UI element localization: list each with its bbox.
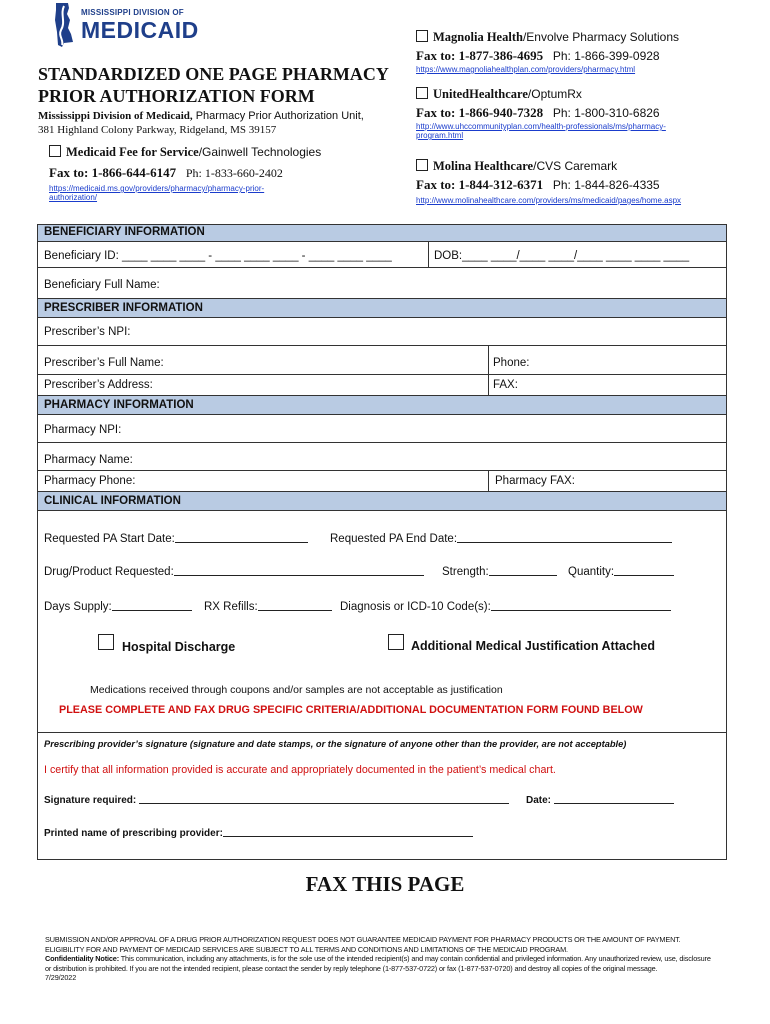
checkbox-icon[interactable] <box>416 87 428 99</box>
dob-field[interactable]: DOB:____ ____/____ ____/____ ____ ____ ____ <box>434 250 690 262</box>
refills-label: RX Refills: <box>204 601 258 613</box>
signature-row <box>44 792 509 806</box>
prescriber-name-field[interactable]: Prescriber’s Full Name: <box>44 357 164 369</box>
logo-line2: MEDICAID <box>81 17 199 43</box>
prescriber-name-row <box>38 346 726 375</box>
column-divider <box>488 375 489 395</box>
plan-united <box>416 87 666 140</box>
form-title <box>38 63 389 107</box>
pharmacy-npi-row <box>38 415 726 443</box>
plan-ffs <box>49 145 321 202</box>
quantity-input[interactable] <box>614 564 674 576</box>
pa-start-label: Requested PA Start Date: <box>44 533 175 545</box>
plan-magnolia <box>416 30 679 74</box>
pa-end-row <box>330 531 672 545</box>
printed-name-label: Printed name of prescribing provider: <box>44 828 223 839</box>
days-supply-input[interactable] <box>112 599 192 611</box>
title-line2: PRIOR AUTHORIZATION FORM <box>38 86 315 106</box>
pharmacy-fax-field[interactable]: Pharmacy FAX: <box>495 475 575 487</box>
plan-ffs-phone: Ph: 1-833-660-2402 <box>185 166 283 180</box>
diagnosis-row <box>340 599 671 613</box>
beneficiary-id-row <box>38 242 726 268</box>
date-row <box>526 792 674 806</box>
pa-form-table <box>37 224 727 860</box>
strength-input[interactable] <box>489 564 557 576</box>
prescriber-header: PRESCRIBER INFORMATION <box>38 299 726 318</box>
clinical-section <box>38 511 726 733</box>
pharmacy-npi-field[interactable]: Pharmacy NPI: <box>44 424 122 436</box>
checkbox-icon[interactable] <box>49 145 61 157</box>
plan-magnolia-fax: Fax to: 1-877-386-4695 <box>416 48 544 63</box>
plan-united-vendor: /OptumRx <box>527 87 582 101</box>
plan-ffs-name: Medicaid Fee for Service <box>66 145 199 159</box>
quantity-row <box>568 564 674 578</box>
column-divider <box>428 242 429 267</box>
plan-ffs-url-2[interactable]: authorization/ <box>49 193 98 202</box>
certify-statement: I certify that all information provided is accurate and appropriately documented in the patient’s medical chart. <box>44 764 556 776</box>
plan-united-url-2[interactable]: program.html <box>416 131 464 140</box>
refills-row <box>204 599 332 613</box>
confidentiality-label: Confidentiality Notice: <box>45 954 119 964</box>
pharmacy-name-row <box>38 443 726 471</box>
signature-instructions: Prescribing provider’s signature (signature and date stamps, or the signature of anyone other than the provider, are not acceptable) <box>44 739 627 749</box>
days-supply-row <box>44 599 192 613</box>
plan-united-name: UnitedHealthcare <box>433 87 528 101</box>
pharmacy-name-field[interactable]: Pharmacy Name: <box>44 454 133 466</box>
agency-address <box>38 109 364 137</box>
disclaimer <box>45 935 715 983</box>
plan-molina <box>416 159 681 205</box>
prescriber-address-field[interactable]: Prescriber’s Address: <box>44 379 153 391</box>
plan-magnolia-name: Magnolia Health <box>433 30 523 44</box>
pa-start-input[interactable] <box>175 531 308 543</box>
drug-input[interactable] <box>174 564 424 576</box>
pa-end-label: Requested PA End Date: <box>330 533 458 545</box>
prescriber-address-row <box>38 375 726 396</box>
prescriber-npi-field[interactable]: Prescriber’s NPI: <box>44 326 131 338</box>
medicaid-logo <box>52 2 202 50</box>
revision-date: 7/29/2022 <box>45 973 77 983</box>
plan-ffs-url-1[interactable]: https://medicaid.ms.gov/providers/pharmacy/pharmacy-prior- <box>49 184 265 193</box>
printed-name-input[interactable] <box>223 825 473 837</box>
pharmacy-phone-row <box>38 471 726 492</box>
beneficiary-id-field[interactable]: Beneficiary ID: ____ ____ ____ - ____ ____ ____ - ____ ____ ____ <box>44 250 392 262</box>
plan-united-fax: Fax to: 1-866-940-7328 <box>416 105 544 120</box>
complete-notice: PLEASE COMPLETE AND FAX DRUG SPECIFIC CRITERIA/ADDITIONAL DOCUMENTATION FORM FOUND BELOW <box>59 704 643 716</box>
signature-input[interactable] <box>139 792 509 804</box>
hospital-discharge-label: Hospital Discharge <box>122 640 236 654</box>
beneficiary-name-field[interactable]: Beneficiary Full Name: <box>44 279 160 291</box>
plan-magnolia-url[interactable]: https://www.magnoliahealthplan.com/providers/pharmacy.html <box>416 65 636 74</box>
disclaimer-line2: ELIGIBILITY FOR AND PAYMENT OF MEDICAID SERVICES ARE SUBJECT TO ALL TERMS AND CONDITIONS AND LIMITATIONS OF THE MEDICAID PROGRAM. <box>45 944 568 954</box>
plan-molina-fax: Fax to: 1-844-312-6371 <box>416 177 544 192</box>
days-supply-label: Days Supply: <box>44 601 112 613</box>
date-input[interactable] <box>554 792 674 804</box>
quantity-label: Quantity: <box>568 566 615 578</box>
plan-molina-name: Molina Healthcare <box>433 159 534 173</box>
plan-magnolia-vendor: /Envolve Pharmacy Solutions <box>522 30 680 44</box>
plan-united-url-1[interactable]: http://www.uhccommunityplan.com/health-professionals/ms/pharmacy- <box>416 122 666 131</box>
additional-justification-checkbox[interactable] <box>388 634 404 650</box>
column-divider <box>488 346 489 374</box>
address-org: Mississippi Division of Medicaid, <box>38 110 193 122</box>
prescriber-fax-field[interactable]: FAX: <box>493 379 518 391</box>
drug-row <box>44 564 424 578</box>
additional-justification-label: Additional Medical Justification Attached <box>411 639 656 653</box>
diagnosis-input[interactable] <box>491 599 671 611</box>
disclaimer-line1: SUBMISSION AND/OR APPROVAL OF A DRUG PRIOR AUTHORIZATION REQUEST DOES NOT GUARANTEE MEDICAID PAYMENT FOR PHARMACY PRODUCTS OR THE AMOUNT OF PAYMENT. <box>45 935 681 944</box>
strength-label: Strength: <box>442 566 489 578</box>
checkbox-icon[interactable] <box>416 159 428 171</box>
column-divider <box>488 471 489 491</box>
plan-ffs-fax: Fax to: 1-866-644-6147 <box>49 165 177 180</box>
confidentiality-notice <box>45 954 715 973</box>
refills-input[interactable] <box>258 599 332 611</box>
clinical-header: CLINICAL INFORMATION <box>38 492 726 511</box>
pa-end-input[interactable] <box>457 531 672 543</box>
printed-name-row <box>44 825 473 839</box>
address-line2: 381 Highland Colony Parkway, Ridgeland, MS 39157 <box>38 124 277 136</box>
title-line1: STANDARDIZED ONE PAGE PHARMACY <box>38 64 389 84</box>
checkbox-icon[interactable] <box>416 30 428 42</box>
signature-label: Signature required: <box>44 795 137 806</box>
address-unit: Pharmacy Prior Authorization Unit, <box>195 110 364 122</box>
strength-row <box>442 564 557 578</box>
plan-molina-vendor: /CVS Caremark <box>533 159 618 173</box>
hospital-discharge-checkbox[interactable] <box>98 634 114 650</box>
pharmacy-header: PHARMACY INFORMATION <box>38 396 726 415</box>
plan-molina-phone: Ph: 1-844-826-4335 <box>552 178 660 192</box>
logo-line1: MISSISSIPPI DIVISION OF <box>81 8 184 17</box>
plan-ffs-vendor: /Gainwell Technologies <box>198 145 322 159</box>
diagnosis-label: Diagnosis or ICD-10 Code(s): <box>340 601 491 613</box>
coupons-note: Medications received through coupons and/or samples are not acceptable as justification <box>90 684 503 696</box>
plan-molina-url[interactable]: http://www.molinahealthcare.com/providers/ms/medicaid/pages/home.aspx <box>416 196 682 205</box>
beneficiary-name-row <box>38 268 726 299</box>
pa-start-row <box>44 531 308 545</box>
date-label: Date: <box>526 795 552 806</box>
plan-united-phone: Ph: 1-800-310-6826 <box>552 106 660 120</box>
confidentiality-text: This communication, including any attachments, is for the sole use of the intended recipient(s) and may contain confidential and privileged information. Any unauthorized review, use, disclosure or distribution is prohibited. If you are not the intended recipient, please contact the sender by reply telephone (1-877-537-0722) or fax (1-877-537-0720) and destroy all copies of the original message. <box>45 954 711 973</box>
mississippi-state-logo-icon <box>52 2 78 48</box>
fax-this-page: FAX THIS PAGE <box>305 872 465 896</box>
drug-label: Drug/Product Requested: <box>44 566 174 578</box>
pharmacy-phone-field[interactable]: Pharmacy Phone: <box>44 475 136 487</box>
plan-magnolia-phone: Ph: 1-866-399-0928 <box>552 49 660 63</box>
prescriber-phone-field[interactable]: Phone: <box>493 357 530 369</box>
prescriber-npi-row <box>38 318 726 346</box>
signature-section <box>38 733 726 859</box>
beneficiary-header: BENEFICIARY INFORMATION <box>38 225 726 242</box>
